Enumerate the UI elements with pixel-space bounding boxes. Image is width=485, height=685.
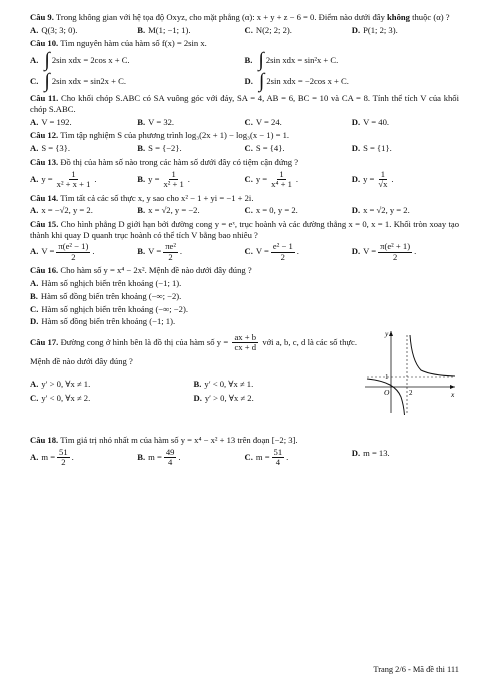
y-axis-label: y bbox=[385, 329, 389, 339]
option-c[interactable]: C. m = $\frac{51}{4}$ . bbox=[244, 446, 289, 468]
question-text: Cho khối chóp S.ABC có SA vuông góc với đáy, SA = 4, AB = 6, BC = 10 và CA = 8. Tính thể tích V của khối chóp S.ABC. bbox=[30, 93, 459, 114]
options-q18 bbox=[30, 448, 459, 468]
option-b[interactable]: B. m = $\frac{49}{4}$ . bbox=[137, 446, 181, 468]
option-d[interactable]: D. Hàm số đồng biến trên khoảng (−1; 1). bbox=[30, 316, 176, 327]
option-a[interactable]: A. V = 192. bbox=[30, 116, 72, 127]
option-a[interactable]: A. Q(3; 3; 0). bbox=[30, 24, 78, 35]
fraction: $\frac{1}{\text{x⁴ + 1}}$ bbox=[271, 168, 292, 190]
option-d[interactable]: D. y′ > 0, ∀x ≠ 2. bbox=[193, 393, 254, 403]
option-d[interactable]: D. P(1; 2; 3). bbox=[351, 24, 398, 35]
option-b[interactable]: B. ∫ 2sin xdx = sin²x + C. bbox=[244, 49, 339, 72]
option-c[interactable]: C. N(2; 2; 2). bbox=[244, 24, 292, 35]
question-text: Đường cong ở hình bên là đồ thị của hàm số y = bbox=[60, 336, 229, 347]
option-b[interactable]: B. y = $\frac{1}{\text{x² + 1}}$ . bbox=[137, 168, 190, 190]
question-number: Câu 16. bbox=[30, 265, 59, 276]
option-a[interactable]: A. ∫ 2sin xdx = 2cos x + C. bbox=[30, 49, 130, 72]
option-b[interactable]: B. S = {−2}. bbox=[137, 143, 182, 154]
y-axis-arrow-icon bbox=[389, 331, 393, 336]
options-q10-row1 bbox=[30, 49, 459, 72]
question-number: Câu 14. bbox=[30, 192, 59, 203]
fraction: $\frac{1}{√x}$ bbox=[378, 168, 388, 190]
option-c[interactable]: C. Hàm số nghịch biến trên khoảng (−∞; −2). bbox=[30, 303, 188, 314]
question-number: Câu 10. bbox=[30, 38, 59, 49]
option-a[interactable]: A. S = {3}. bbox=[30, 143, 70, 154]
options-q12 bbox=[30, 143, 459, 154]
page-footer: Trang 2/6 - Mã đề thi 111 bbox=[373, 664, 459, 674]
fraction: $\frac{\text{πe²}}{2}$ bbox=[165, 241, 176, 262]
x-axis-arrow-icon bbox=[450, 385, 455, 389]
integral-icon: ∫ bbox=[44, 70, 50, 93]
curve-left-branch bbox=[367, 379, 405, 415]
option-d[interactable]: D. V = 40. bbox=[351, 116, 390, 127]
fraction: $\frac{\text{e² − 1}}{2}$ bbox=[272, 241, 293, 262]
option-d[interactable]: D. S = {1}. bbox=[351, 143, 392, 154]
option-b[interactable]: B. Hàm số đồng biến trên khoảng (−∞; −2). bbox=[30, 290, 182, 301]
options-q13 bbox=[30, 170, 459, 190]
question-text: Tìm tập nghiệm S của phương trình log₃(2x + 1) − log₃(x − 1) = 1. bbox=[60, 130, 290, 141]
option-b[interactable]: B. V = $\frac{\text{πe²}}{2}$ . bbox=[137, 241, 183, 262]
options-q9 bbox=[30, 25, 459, 36]
y-tick-label: 1 bbox=[385, 373, 389, 382]
question-text: Tìm giá trị nhỏ nhất m của hàm số y = x⁴ − x² + 13 trên đoạn [−2; 3]. bbox=[60, 435, 298, 446]
options-q17-row2 bbox=[30, 393, 357, 404]
emphasis-text: không bbox=[387, 12, 410, 22]
question-13 bbox=[30, 157, 459, 168]
option-a[interactable]: A. Hàm số nghịch biến trên khoảng (−1; 1). bbox=[30, 278, 182, 289]
question-text: Tìm nguyên hàm của hàm số f(x) = 2sin x. bbox=[60, 38, 207, 49]
question-number: Câu 12. bbox=[30, 130, 59, 141]
option-a[interactable]: A. m = $\frac{51}{2}$ . bbox=[30, 446, 74, 468]
question-number: Câu 13. bbox=[30, 156, 59, 167]
fraction: $\frac{51}{4}$ bbox=[273, 446, 283, 468]
question-16 bbox=[30, 265, 459, 276]
options-q17-row1 bbox=[30, 379, 357, 390]
option-a[interactable]: A. y′ > 0, ∀x ≠ 1. bbox=[30, 379, 91, 390]
options-q10-row2 bbox=[30, 70, 459, 93]
fraction: $\frac{\text{π(e² − 1)}}{2}$ bbox=[58, 241, 89, 262]
option-b[interactable]: B. V = 32. bbox=[137, 116, 175, 127]
integral-icon: ∫ bbox=[258, 49, 264, 72]
option-c[interactable]: C. x = 0, y = 2. bbox=[244, 205, 298, 216]
fraction: $\frac{49}{4}$ bbox=[165, 446, 175, 468]
fraction: $\frac{1}{\text{x² + 1}}$ bbox=[163, 168, 184, 190]
option-b[interactable]: B. x = √2, y = −2. bbox=[137, 205, 200, 216]
x-tick-label: 2 bbox=[409, 389, 413, 398]
option-d[interactable]: D. y = $\frac{1}{√x}$ . bbox=[351, 168, 394, 190]
question-text: Tìm tất cả các số thực x, y sao cho x² − 1 + yi = −1 + 2i. bbox=[60, 192, 254, 203]
question-number: Câu 17. bbox=[30, 336, 59, 347]
question-text: Cho hàm số y = x⁴ − 2x². Mệnh đề nào dưới đây đúng ? bbox=[60, 265, 252, 276]
option-c[interactable]: C. y = $\frac{1}{\text{x⁴ + 1}}$ . bbox=[244, 168, 299, 190]
integral-icon: ∫ bbox=[258, 70, 265, 93]
options-q16 bbox=[30, 278, 459, 327]
options-q14 bbox=[30, 205, 459, 216]
question-11 bbox=[30, 93, 459, 114]
origin-label: O bbox=[384, 388, 390, 398]
option-d[interactable]: D. x = √2, y = 2. bbox=[351, 205, 410, 216]
fraction: $\frac{51}{2}$ bbox=[59, 446, 68, 468]
option-b[interactable]: B. y′ < 0, ∀x ≠ 1. bbox=[193, 379, 254, 390]
fraction: $\frac{\text{π(e² + 1)}}{2}$ bbox=[380, 241, 411, 262]
option-b[interactable]: B. M(1; −1; 1). bbox=[137, 24, 191, 35]
question-number: Câu 18. bbox=[30, 435, 59, 446]
question-number: Câu 15. bbox=[30, 218, 59, 229]
options-q15 bbox=[30, 242, 459, 262]
option-d[interactable]: D. m = 13. bbox=[351, 447, 390, 458]
option-a[interactable]: A. y = $\frac{1}{\text{x² + x + 1}}$ . bbox=[30, 168, 97, 190]
question-17 bbox=[30, 329, 459, 417]
question-12 bbox=[30, 130, 459, 141]
question-14 bbox=[30, 193, 459, 204]
question-text: Đồ thị của hàm số nào trong các hàm số dưới đây có tiệm cận đứng ? bbox=[60, 156, 299, 167]
question-15 bbox=[30, 219, 459, 240]
question-number: Câu 9. bbox=[30, 12, 54, 22]
integral-icon: ∫ bbox=[44, 49, 50, 72]
option-c[interactable]: C. ∫ 2sin xdx = sin2x + C. bbox=[30, 70, 126, 93]
question-18 bbox=[30, 435, 459, 446]
fraction: $\frac{ax + b}{cx + d}$ bbox=[234, 332, 257, 353]
question-text: Trong không gian với hệ tọa độ Oxyz, cho mặt phẳng (α): x + y + z − 6 = 0. Điểm nào dưới đây bbox=[55, 12, 388, 22]
fraction: $\frac{1}{\text{x² + x + 1}}$ bbox=[56, 168, 91, 190]
question-10 bbox=[30, 38, 459, 49]
option-c[interactable]: C. V = 24. bbox=[244, 116, 282, 127]
question-number: Câu 11. bbox=[30, 93, 59, 104]
hyperbola-graph bbox=[361, 327, 459, 417]
option-c[interactable]: C. y′ < 0, ∀x ≠ 2. bbox=[30, 393, 91, 403]
question-text-tail: với a, b, c, d là các số thực. Mệnh đề nào dưới đây đúng ? bbox=[30, 336, 357, 366]
question-9 bbox=[30, 12, 459, 23]
curve-right-branch bbox=[410, 335, 455, 376]
option-a[interactable]: A. V = $\frac{\text{π(e² − 1)}}{2}$ . bbox=[30, 241, 95, 262]
option-d[interactable]: D. V = $\frac{\text{π(e² + 1)}}{2}$ . bbox=[351, 241, 417, 262]
question-text-tail: thuộc (α) ? bbox=[409, 12, 450, 22]
options-q11 bbox=[30, 117, 459, 128]
x-axis-label: x bbox=[451, 390, 455, 400]
option-c[interactable]: C. V = $\frac{\text{e² − 1}}{2}$ . bbox=[244, 241, 299, 262]
option-d[interactable]: D. ∫ 2sin xdx = −2cos x + C. bbox=[244, 70, 349, 93]
option-a[interactable]: A. x = −√2, y = 2. bbox=[30, 205, 93, 216]
option-c[interactable]: C. S = {4}. bbox=[244, 143, 285, 154]
question-text: Cho hình phẳng D giới hạn bởi đường cong y = eˣ, trục hoành và các đường thẳng x = 0, x = 1. Khối tròn xoay tạo thành khi quay D quanh trục hoành có thể tích V bằng bao nhiêu ? bbox=[30, 218, 459, 240]
